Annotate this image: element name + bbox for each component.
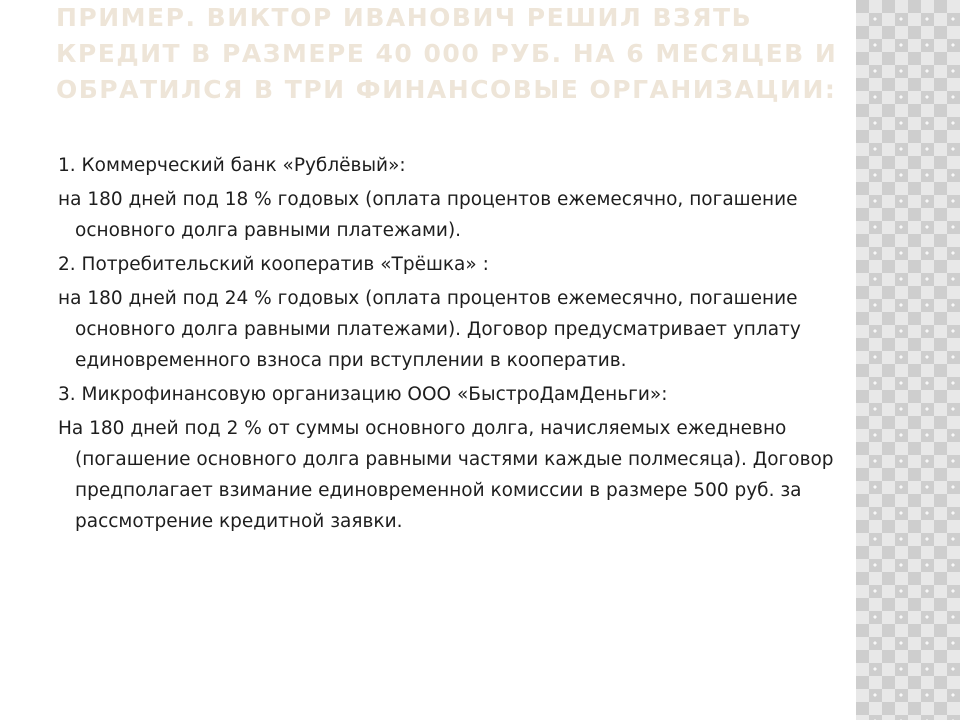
slide-body: [58, 150, 838, 540]
option-3-terms: На 180 дней под 2 % от суммы основного долга, начисляемых ежедневно (погашение основного долга равными частями каждые полмесяца). Договор предполагает взимание единовременной комиссии в размере 500 руб. за рассмотрение кредитной заявки.: [58, 418, 834, 532]
option-2-heading: 2. Потребительский кооператив «Трёшка» :: [58, 254, 489, 275]
option-1-heading: 1. Коммерческий банк «Рублёвый»:: [58, 155, 406, 176]
decorative-pattern-dots: [856, 0, 960, 720]
slide-title: ПРИМЕР. ВИКТОР ИВАНОВИЧ РЕШИЛ ВЗЯТЬ КРЕДИТ В РАЗМЕРЕ 40 000 РУБ. НА 6 МЕСЯЦЕВ И ОБРАТИЛСЯ В ТРИ ФИНАНСОВЫЕ ОРГАНИЗАЦИИ:: [56, 3, 838, 104]
option-1-terms: на 180 дней под 18 % годовых (оплата процентов ежемесячно, погашение основного долга равными платежами).: [58, 189, 798, 241]
option-2-terms: на 180 дней под 24 % годовых (оплата процентов ежемесячно, погашение основного долга равными платежами). Договор предусматривает уплату единовременного взноса при вступлении в кооператив.: [58, 288, 801, 371]
option-3-heading: 3. Микрофинансовую организацию ООО «БыстроДамДеньги»:: [58, 384, 668, 405]
